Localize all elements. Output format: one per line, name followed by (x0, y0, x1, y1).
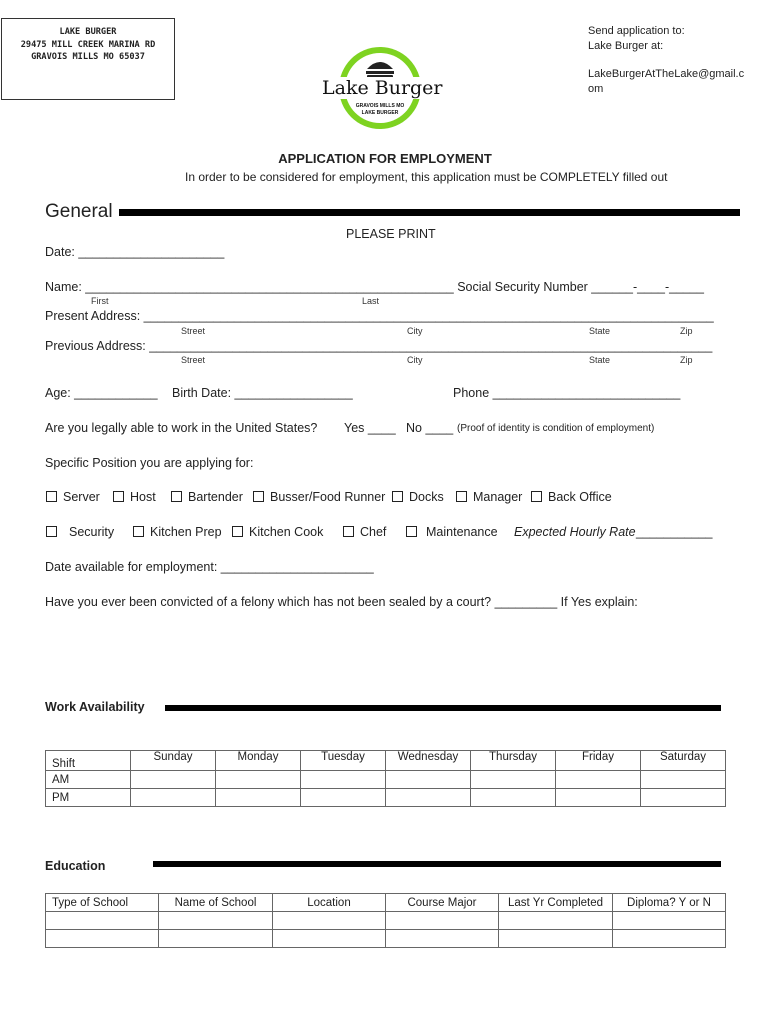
send-to-email-line2: om (588, 83, 604, 95)
hourly-rate-label: Expected Hourly Rate (514, 525, 636, 539)
present-city-label: City (407, 326, 423, 336)
position-kitchen-cook-checkbox[interactable] (232, 525, 323, 539)
position-server-checkbox[interactable] (46, 490, 100, 504)
position-manager-checkbox[interactable] (456, 490, 522, 504)
checkbox-icon[interactable] (133, 526, 144, 537)
position-host-checkbox[interactable] (113, 490, 156, 504)
availability-cell[interactable] (131, 771, 216, 789)
checkbox-icon[interactable] (392, 491, 403, 502)
checkbox-icon[interactable] (406, 526, 417, 537)
please-print-note: PLEASE PRINT (346, 227, 436, 241)
birth-date-field[interactable]: Birth Date: _________________ (172, 386, 353, 400)
legal-work-question: Are you legally able to work in the United States? (45, 421, 318, 435)
availability-divider (165, 705, 721, 711)
education-cell[interactable] (159, 912, 273, 930)
logo-text: Lake Burger (322, 77, 443, 99)
send-to-email-line1: LakeBurgerAtTheLake@gmail.c (588, 68, 745, 80)
availability-cell[interactable] (471, 771, 556, 789)
education-cell[interactable] (386, 930, 499, 948)
checkbox-icon[interactable] (253, 491, 264, 502)
availability-cell[interactable] (556, 789, 641, 807)
availability-cell[interactable] (556, 771, 641, 789)
date-field[interactable]: Date: _____________________ (45, 245, 225, 259)
checkbox-icon[interactable] (46, 491, 57, 502)
return-address-line2: 29475 MILL CREEK MARINA RD (20, 40, 156, 50)
checkbox-icon[interactable] (113, 491, 124, 502)
position-maintenance-checkbox[interactable] (406, 525, 498, 539)
name-last-label: Last (362, 296, 380, 306)
position-security-checkbox[interactable] (46, 525, 114, 539)
name-first-label: First (91, 296, 109, 306)
send-to-line1: Send application to: (588, 25, 685, 37)
education-cell[interactable] (386, 912, 499, 930)
page-subtitle: In order to be considered for employment, this application must be COMPLETELY filled out (185, 170, 668, 184)
education-cell[interactable] (613, 930, 726, 948)
availability-cell[interactable] (216, 789, 301, 807)
page-title: APPLICATION FOR EMPLOYMENT (278, 151, 492, 166)
availability-cell[interactable] (386, 771, 471, 789)
education-cell[interactable] (499, 930, 613, 948)
section-title-general: General (45, 201, 113, 222)
return-address-line1: LAKE BURGER (59, 27, 117, 37)
position-label: Chef (360, 525, 387, 539)
previous-state-label: State (589, 355, 611, 365)
position-label: Kitchen Cook (249, 525, 324, 539)
position-label: Server (63, 490, 100, 504)
position-label: Kitchen Prep (150, 525, 222, 539)
availability-cell[interactable] (301, 771, 386, 789)
position-prompt: Specific Position you are applying for: (45, 456, 254, 470)
logo-tagline2: LAKE BURGER (361, 110, 399, 116)
position-label: Security (69, 525, 115, 539)
availability-header-cell: Wednesday (386, 751, 471, 771)
previous-address-field[interactable]: Previous Address: _________________________________________________________________________________ (45, 339, 713, 353)
availability-header-cell: Saturday (641, 751, 726, 771)
education-table (45, 893, 726, 948)
availability-cell[interactable] (386, 789, 471, 807)
phone-field[interactable]: Phone ___________________________ (453, 386, 681, 400)
legal-work-note: (Proof of identity is condition of employment) (457, 423, 655, 434)
education-cell[interactable] (159, 930, 273, 948)
position-label: Manager (473, 490, 523, 504)
return-address-box (1, 18, 175, 100)
checkbox-icon[interactable] (531, 491, 542, 502)
education-cell[interactable] (273, 912, 386, 930)
availability-header-cell: Tuesday (301, 751, 386, 771)
position-busser-checkbox[interactable] (253, 490, 385, 504)
availability-header-cell: Monday (216, 751, 301, 771)
checkbox-icon[interactable] (343, 526, 354, 537)
position-label: Busser/Food Runner (270, 490, 386, 504)
availability-table (45, 750, 726, 807)
present-address-field[interactable]: Present Address: __________________________________________________________________________________ (45, 309, 714, 323)
position-label: Back Office (548, 490, 612, 504)
availability-header-cell: Sunday (131, 751, 216, 771)
education-header-cell: Diploma? Y or N (613, 894, 726, 912)
education-cell[interactable] (273, 930, 386, 948)
general-divider (119, 209, 740, 216)
name-ssn-line[interactable]: Name: _____________________________________________________ Social Security Number ______-____-_____ (45, 280, 704, 294)
education-cell[interactable] (46, 912, 159, 930)
position-bartender-checkbox[interactable] (171, 490, 243, 504)
education-row (46, 930, 726, 948)
age-field[interactable]: Age: ____________ (45, 386, 158, 400)
position-back-office-checkbox[interactable] (531, 490, 612, 504)
education-header-cell: Last Yr Completed (499, 894, 613, 912)
checkbox-icon[interactable] (46, 526, 57, 537)
section-title-availability: Work Availability (45, 700, 145, 714)
availability-cell[interactable] (641, 789, 726, 807)
felony-question[interactable]: Have you ever been convicted of a felony which has not been sealed by a court? _________ If Yes explain: (45, 595, 638, 609)
education-cell[interactable] (613, 912, 726, 930)
send-to-line2: Lake Burger at: (588, 40, 664, 52)
previous-street-label: Street (181, 355, 206, 365)
availability-header-cell: Thursday (471, 751, 556, 771)
availability-header-row (46, 751, 726, 771)
present-street-label: Street (181, 326, 206, 336)
position-docks-checkbox[interactable] (392, 490, 444, 504)
education-header-cell: Course Major (386, 894, 499, 912)
checkbox-icon[interactable] (232, 526, 243, 537)
legal-work-yes[interactable]: Yes ____ (344, 421, 396, 435)
position-label: Maintenance (426, 525, 498, 539)
section-title-education: Education (45, 859, 106, 873)
availability-cell[interactable] (641, 771, 726, 789)
present-zip-label: Zip (680, 326, 693, 336)
position-chef-checkbox[interactable] (343, 525, 386, 539)
education-row (46, 912, 726, 930)
availability-cell[interactable] (301, 789, 386, 807)
checkbox-icon[interactable] (171, 491, 182, 502)
availability-row-am (46, 771, 726, 789)
education-header-cell: Type of School (46, 894, 159, 912)
position-label: Host (130, 490, 156, 504)
lake-burger-logo (322, 44, 443, 134)
position-kitchen-prep-checkbox[interactable] (133, 525, 222, 539)
checkbox-icon[interactable] (456, 491, 467, 502)
availability-cell[interactable] (216, 771, 301, 789)
previous-zip-label: Zip (680, 355, 693, 365)
hourly-rate-field[interactable]: ___________ (636, 525, 713, 539)
logo-tagline1: GRAVOIS MILLS MO (355, 103, 405, 109)
availability-row-label: PM (46, 789, 131, 807)
position-label: Docks (409, 490, 444, 504)
availability-row-label: AM (46, 771, 131, 789)
education-cell[interactable] (46, 930, 159, 948)
legal-work-no[interactable]: No ____ (406, 421, 454, 435)
position-label: Bartender (188, 490, 243, 504)
education-header-row (46, 894, 726, 912)
present-state-label: State (589, 326, 611, 336)
education-cell[interactable] (499, 912, 613, 930)
availability-header-cell: Friday (556, 751, 641, 771)
availability-row-pm (46, 789, 726, 807)
education-header-cell: Location (273, 894, 386, 912)
availability-header-cell: Shift (46, 751, 131, 771)
education-divider (153, 861, 721, 867)
availability-cell[interactable] (131, 789, 216, 807)
education-header-cell: Name of School (159, 894, 273, 912)
return-address-line3: GRAVOIS MILLS MO 65037 (31, 52, 145, 62)
date-available-field[interactable]: Date available for employment: ______________________ (45, 560, 374, 574)
previous-city-label: City (407, 355, 423, 365)
availability-cell[interactable] (471, 789, 556, 807)
